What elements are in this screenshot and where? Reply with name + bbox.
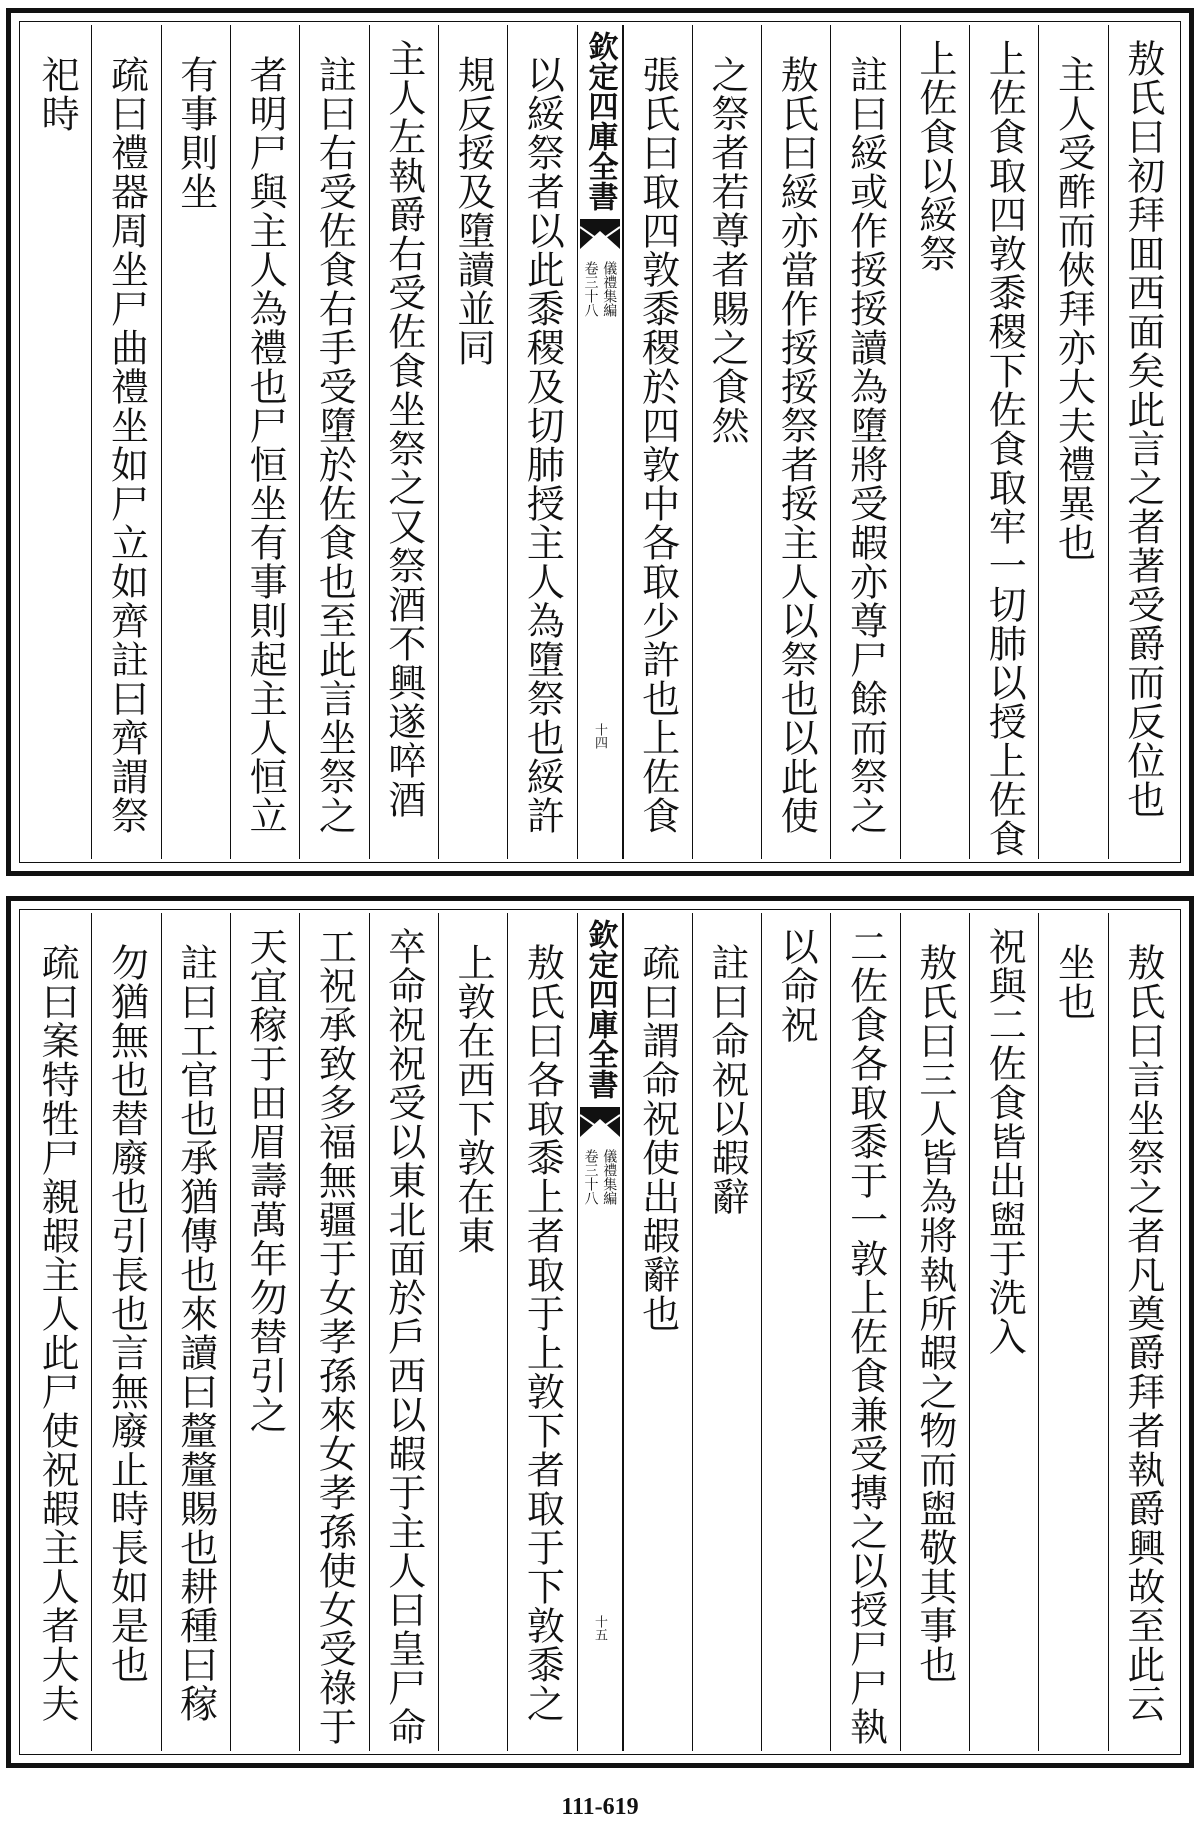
text-column: 主人左執爵右受佐食坐祭之又祭酒不興遂啐酒 [369,25,438,859]
text-column: 主人受酢而俠拜亦大夫禮異也 [1038,25,1107,859]
text-column: 上敦在西下敦在東 [438,913,507,1751]
text-column: 卒命祝祝受以東北面於戶西以嘏于主人曰皇尸命 [369,913,438,1751]
text-column: 上佐食以綏祭 [900,25,969,859]
fishtail-mark-icon [580,1107,620,1137]
page-number: 111-619 [561,1794,639,1820]
text-column: 坐也 [1038,913,1107,1751]
text-column: 註曰工官也承猶傳也來讀曰釐釐賜也耕種曰稼 [161,913,230,1751]
page-top [6,8,1194,876]
text-column: 以綏祭者以此黍稷及切肺授主人為墮祭也綏許 [507,25,576,859]
center-banner [577,913,623,1751]
text-column: 規反挼及墮讀並同 [438,25,507,859]
banner-folio: 十四 [592,723,607,749]
text-column: 註曰綏或作挼挼讀為墮將受嘏亦尊尸餘而祭之 [830,25,899,859]
text-column: 敖氏曰言坐祭之者凡奠爵拜者執爵興故至此云 [1108,913,1177,1751]
banner-title: 欽定四庫全書 [582,31,618,211]
page-bottom [6,896,1194,1768]
center-banner [577,25,623,859]
text-column: 敖氏曰三人皆為將執所嘏之物而盥敬其事也 [900,913,969,1751]
text-column: 工祝承致多福無疆于女孝孫來女孝孫使女受祿于 [299,913,368,1751]
text-column: 疏曰案特牲尸親嘏主人此尸使祝嘏主人者大夫 [35,943,80,1723]
text-column: 祀時 [35,55,80,133]
text-column: 疏曰謂命祝使出嘏辭也 [623,913,692,1751]
text-column: 祝與二佐食皆出盥于洗入 [969,913,1038,1751]
banner-volume: 卷三十八 [582,1149,599,1205]
text-column: 敖氏曰各取黍上者取于上敦下者取于下敦黍之 [507,913,576,1751]
banner-book: 儀禮集編 [601,261,618,317]
text-column: 張氏曰取四敦黍稷於四敦中各取少許也上佐食 [623,25,692,859]
text-column: 者明尸與主人為禮也尸恒坐有事則起主人恒立 [230,25,299,859]
fishtail-mark-icon [580,219,620,249]
text-column: 疏曰禮器周坐尸曲禮坐如尸立如齊註曰齊謂祭 [91,25,160,859]
text-column: 以命祝 [761,913,830,1751]
banner-subtitle [583,1149,616,1205]
text-column: 有事則坐 [161,25,230,859]
banner-title: 欽定四庫全書 [582,919,618,1099]
text-column: 天宜稼于田眉壽萬年勿替引之 [230,913,299,1751]
text-columns [23,913,1177,1751]
banner-folio: 十五 [592,1615,607,1641]
text-column: 註曰右受佐食右手受墮於佐食也至此言坐祭之 [299,25,368,859]
text-column: 之祭者若尊者賜之食然 [692,25,761,859]
text-column: 上佐食取四敦黍稷下佐食取牢一切肺以授上佐食 [969,25,1038,859]
text-columns [23,25,1177,859]
text-column: 二佐食各取黍于一敦上佐食兼受摶之以授尸尸執 [830,913,899,1751]
banner-subtitle [583,261,616,317]
banner-volume: 卷三十八 [582,261,599,317]
banner-book: 儀禮集編 [601,1149,618,1205]
text-column: 註曰命祝以嘏辭 [692,913,761,1751]
text-column: 勿猶無也替廢也引長也言無廢止時長如是也 [91,913,160,1751]
text-column: 敖氏曰初拜囬西面矣此言之者著受爵而反位也 [1108,25,1177,859]
text-column: 敖氏曰綏亦當作挼挼祭者挼主人以祭也以此使 [761,25,830,859]
